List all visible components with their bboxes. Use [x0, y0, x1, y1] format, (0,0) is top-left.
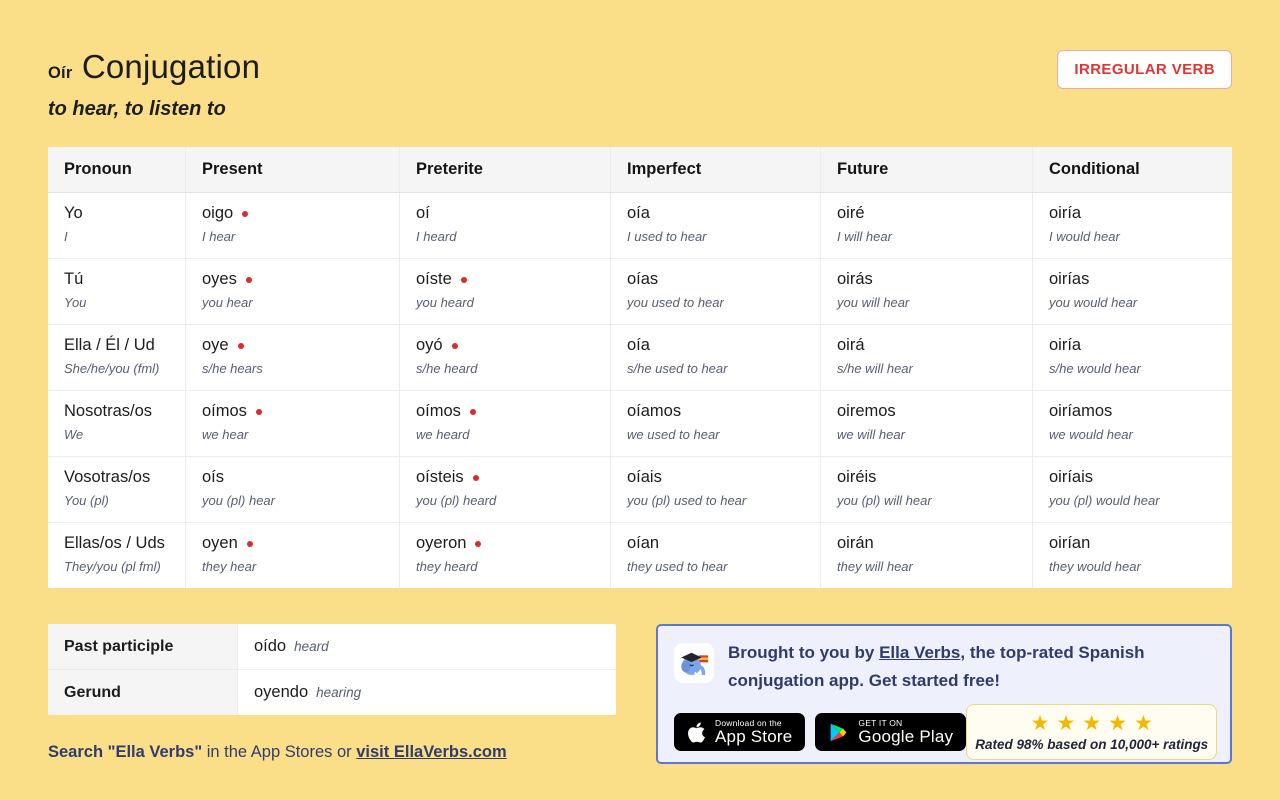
five-stars-icon: ★★★★★: [1030, 711, 1160, 735]
verb-text: oí: [416, 204, 430, 222]
verb-translation: s/he hears: [202, 361, 263, 376]
past-participle-spanish: oído: [254, 637, 287, 655]
google-play-logo-icon: [828, 721, 849, 744]
verb-text: oímos: [202, 402, 247, 420]
conjugation-cell: [1032, 391, 1232, 456]
promo-text-before: Brought to you by: [728, 643, 880, 662]
verb-translation: they would hear: [1049, 559, 1141, 574]
conjugation-cell: [820, 523, 1032, 588]
conjugation-cell: [399, 325, 610, 390]
irregular-dot-icon: [242, 211, 248, 217]
table-row: [48, 523, 1232, 588]
verb-translation: you (pl) hear: [202, 493, 275, 508]
table-row: [48, 193, 1232, 259]
verb-text: oías: [627, 270, 659, 288]
pronoun-cell: [48, 523, 185, 588]
pronoun-cell: [48, 391, 185, 456]
table-row: [48, 259, 1232, 325]
pronoun-text: Nosotras/os: [64, 402, 153, 420]
verb-translation: we will hear: [837, 427, 905, 442]
verb-translation: they used to hear: [627, 559, 728, 574]
pronoun-cell: [48, 259, 185, 324]
verb-translation: I heard: [416, 229, 457, 244]
pronoun-text: Ella / Él / Ud: [64, 336, 155, 354]
verb-translation: we would hear: [1049, 427, 1133, 442]
apple-logo-icon: [687, 721, 706, 744]
verb-text: oirías: [1049, 270, 1090, 288]
verb-translation: you will hear: [837, 295, 910, 310]
irregular-dot-icon: [461, 277, 467, 283]
conjugation-cell: [185, 259, 399, 324]
conjugation-cell: [820, 325, 1032, 390]
page-title: [48, 48, 1232, 86]
gerund-label: Gerund: [48, 670, 238, 715]
verb-text: oiré: [837, 204, 865, 222]
conjugation-cell: [610, 193, 820, 258]
promo-text-after: , the top-rated Spanish conjugation app. Get started free!: [728, 643, 1145, 690]
verb-text: oís: [202, 468, 225, 486]
promo-text: [728, 639, 1214, 694]
verb-text: oyó: [416, 336, 443, 354]
verb-translation: s/he heard: [416, 361, 478, 376]
irregular-dot-icon: [256, 409, 262, 415]
verb-translation: s/he would hear: [1049, 361, 1141, 376]
column-header-pronoun: Pronoun: [64, 160, 132, 178]
ella-verbs-promo-box: [656, 624, 1232, 764]
pronoun-translation: They/you (pl fml): [64, 559, 161, 574]
conjugation-cell: [185, 457, 399, 522]
conjugation-cell: [185, 523, 399, 588]
column-header-preterite: Preterite: [399, 147, 610, 192]
pronoun-translation: I: [64, 229, 68, 244]
conjugation-cell: [1032, 325, 1232, 390]
verb-text: oiríais: [1049, 468, 1094, 486]
conjugation-cell: [399, 391, 610, 456]
verb-name: Oír: [48, 64, 73, 82]
pronoun-text: Vosotras/os: [64, 468, 151, 486]
column-header-conditional: Conditional: [1032, 147, 1232, 192]
irregular-dot-icon: [470, 409, 476, 415]
irregular-dot-icon: [246, 277, 252, 283]
ellaverbs-link[interactable]: visit EllaVerbs.com: [356, 743, 507, 761]
verb-text: oiremos: [837, 402, 896, 420]
verb-translation: you hear: [202, 295, 253, 310]
ella-verbs-link[interactable]: Ella Verbs: [879, 643, 961, 662]
pronoun-text: Tú: [64, 270, 84, 288]
app-store-button[interactable]: [674, 713, 805, 751]
conjugation-cell: [1032, 259, 1232, 324]
verb-text: oía: [627, 204, 650, 222]
ella-verbs-mascot-icon: [674, 643, 714, 683]
pronoun-translation: She/he/you (fml): [64, 361, 160, 376]
pronoun-cell: [48, 325, 185, 390]
gerund-row: [48, 670, 616, 715]
pronoun-cell: [48, 457, 185, 522]
table-row: [48, 457, 1232, 523]
verb-translation: you used to hear: [627, 295, 724, 310]
verb-text: oigo: [202, 204, 234, 222]
verb-translation: you (pl) heard: [416, 493, 497, 508]
google-play-tagline: GET IT ON: [858, 717, 903, 728]
verb-translation: I hear: [202, 229, 236, 244]
conjugation-cell: [610, 523, 820, 588]
verb-text: oirás: [837, 270, 873, 288]
verb-text: oíste: [416, 270, 452, 288]
conjugation-cell: [1032, 523, 1232, 588]
verb-text: oíamos: [627, 402, 682, 420]
verb-text: oyeron: [416, 534, 467, 552]
verb-text: oiríamos: [1049, 402, 1113, 420]
pronoun-translation: We: [64, 427, 84, 442]
app-store-label: App Store: [715, 727, 793, 747]
conjugation-cell: [610, 391, 820, 456]
conjugation-cell: [820, 457, 1032, 522]
rating-box: [966, 704, 1217, 760]
column-header-imperfect: Imperfect: [610, 147, 820, 192]
irregular-dot-icon: [452, 343, 458, 349]
footer-search-line: [48, 743, 616, 762]
verb-text: oirían: [1049, 534, 1091, 552]
conjugation-cell: [820, 259, 1032, 324]
verb-translation: they heard: [416, 559, 478, 574]
verb-forms-table: [48, 624, 616, 715]
column-header-future: Future: [820, 147, 1032, 192]
footer-search-middle: in the App Stores or: [202, 743, 357, 761]
verb-translation: they hear: [202, 559, 257, 574]
google-play-label: Google Play: [858, 727, 954, 747]
table-row: [48, 391, 1232, 457]
column-header-present: Present: [185, 147, 399, 192]
verb-translation: we hear: [202, 427, 249, 442]
gerund-value: [238, 670, 616, 715]
verb-text: oyen: [202, 534, 238, 552]
google-play-button[interactable]: [815, 713, 966, 751]
verb-text: oían: [627, 534, 660, 552]
conjugation-cell: [399, 259, 610, 324]
conjugation-cell: [610, 259, 820, 324]
verb-translation: s/he will hear: [837, 361, 913, 376]
verb-translation: you (pl) used to hear: [627, 493, 747, 508]
irregular-dot-icon: [473, 475, 479, 481]
pronoun-text: Ellas/os / Uds: [64, 534, 165, 552]
verb-text: oía: [627, 336, 650, 354]
conjugation-cell: [1032, 193, 1232, 258]
verb-translation: you heard: [416, 295, 474, 310]
conjugation-cell: [185, 325, 399, 390]
rating-text: Rated 98% based on 10,000+ ratings: [975, 736, 1209, 752]
past-participle-row: [48, 624, 616, 670]
verb-text: oirá: [837, 336, 865, 354]
verb-translation: s/he used to hear: [627, 361, 728, 376]
pronoun-text: Yo: [64, 204, 83, 222]
verb-translation: you would hear: [1049, 295, 1138, 310]
title-suffix: Conjugation: [72, 48, 261, 85]
conjugation-cell: [399, 193, 610, 258]
conjugation-cell: [610, 457, 820, 522]
gerund-spanish: oyendo: [254, 683, 309, 701]
verb-text: oísteis: [416, 468, 464, 486]
verb-translation: they will hear: [837, 559, 913, 574]
table-header-row: [48, 147, 1232, 193]
past-participle-label: Past participle: [48, 624, 238, 669]
verb-text: oirán: [837, 534, 874, 552]
conjugation-cell: [399, 523, 610, 588]
pronoun-translation: You (pl): [64, 493, 109, 508]
irregular-dot-icon: [238, 343, 244, 349]
verb-text: oiría: [1049, 204, 1082, 222]
verb-text: oye: [202, 336, 229, 354]
conjugation-cell: [185, 193, 399, 258]
conjugation-cell: [820, 193, 1032, 258]
verb-text: oíais: [627, 468, 662, 486]
table-row: [48, 325, 1232, 391]
irregular-dot-icon: [247, 541, 253, 547]
verb-translation: you (pl) would hear: [1049, 493, 1160, 508]
footer-search-bold: Search "Ella Verbs": [48, 743, 203, 761]
verb-text: oyes: [202, 270, 237, 288]
conjugation-cell: [399, 457, 610, 522]
verb-translation: I used to hear: [627, 229, 707, 244]
verb-translation: I would hear: [1049, 229, 1120, 244]
pronoun-translation: You: [64, 295, 87, 310]
verb-text: oímos: [416, 402, 461, 420]
verb-translation-subtitle: to hear, to listen to: [48, 98, 226, 120]
page-header: [48, 48, 1232, 121]
irregular-dot-icon: [475, 541, 481, 547]
conjugation-cell: [610, 325, 820, 390]
conjugation-cell: [820, 391, 1032, 456]
conjugation-table: [48, 147, 1232, 588]
verb-translation: you (pl) will hear: [837, 493, 932, 508]
verb-text: oiréis: [837, 468, 877, 486]
conjugation-cell: [1032, 457, 1232, 522]
verb-translation: I will hear: [837, 229, 892, 244]
app-store-tagline: Download on the: [715, 717, 782, 728]
past-participle-english: heard: [294, 639, 329, 654]
conjugation-cell: [185, 391, 399, 456]
irregular-verb-badge: IRREGULAR VERB: [1057, 50, 1232, 89]
verb-translation: we heard: [416, 427, 470, 442]
verb-text: oiría: [1049, 336, 1082, 354]
past-participle-value: [238, 624, 616, 669]
verb-translation: we used to hear: [627, 427, 720, 442]
pronoun-cell: [48, 193, 185, 258]
gerund-english: hearing: [316, 685, 362, 700]
